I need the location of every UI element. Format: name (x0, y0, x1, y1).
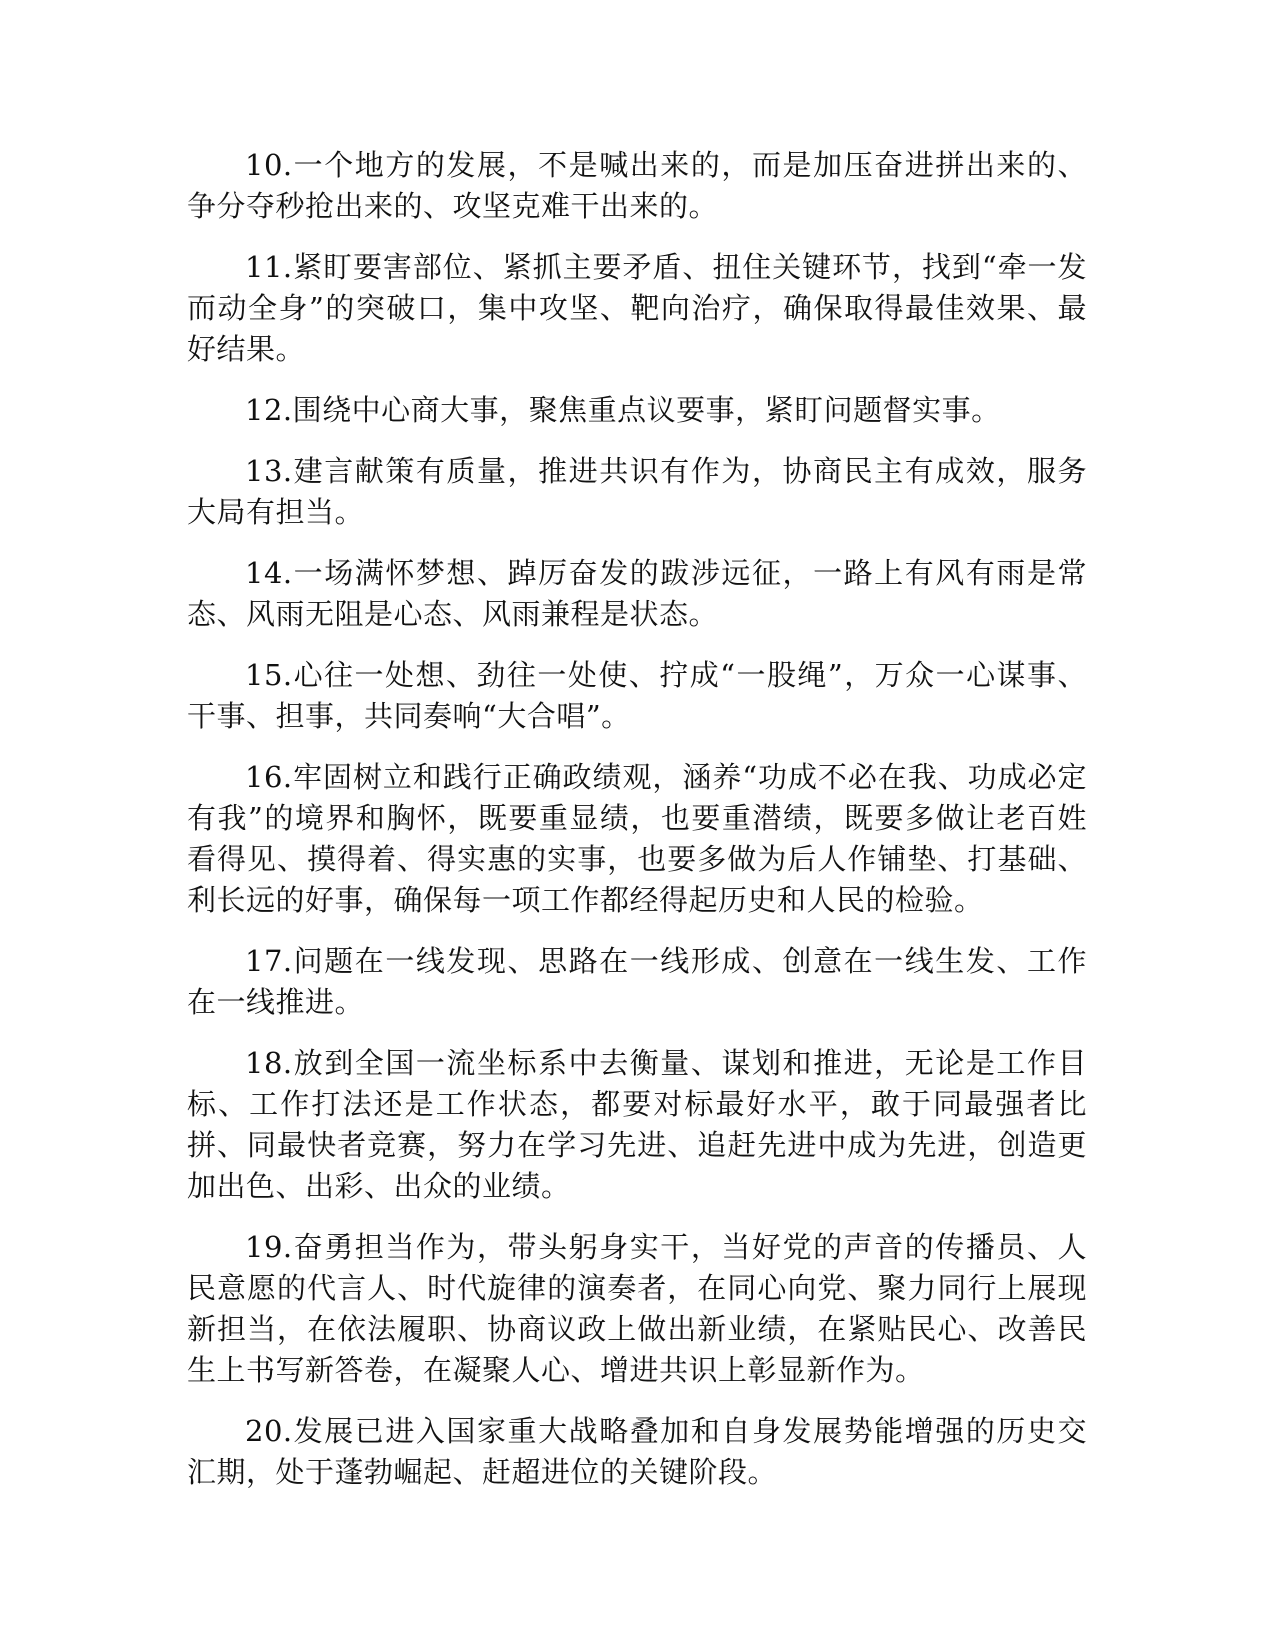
document-body (187, 145, 1087, 1513)
paragraph-10: 10.一个地方的发展，不是喊出来的，而是加压奋进拼出来的、争分夺秒抢出来的、攻坚克难干出来的。 (187, 148, 1087, 223)
paragraph-18: 18.放到全国一流坐标系中去衡量、谋划和推进，无论是工作目标、工作打法还是工作状态，都要对标最好水平，敢于同最强者比拼、同最快者竞赛，努力在学习先进、追赶先进中成为先进，创造更加出色、出彩、出众的业绩。 (187, 1046, 1087, 1203)
paragraph-17: 17.问题在一线发现、思路在一线形成、创意在一线生发、工作在一线推进。 (187, 944, 1087, 1019)
paragraph-14: 14.一场满怀梦想、踔厉奋发的跋涉远征，一路上有风有雨是常态、风雨无阻是心态、风雨兼程是状态。 (187, 556, 1087, 631)
paragraph-11: 11.紧盯要害部位、紧抓主要矛盾、扭住关键环节，找到“牵一发而动全身”的突破口，集中攻坚、靶向治疗，确保取得最佳效果、最好结果。 (187, 250, 1087, 366)
paragraph-13: 13.建言献策有质量，推进共识有作为，协商民主有成效，服务大局有担当。 (187, 454, 1087, 529)
paragraph-20: 20.发展已进入国家重大战略叠加和自身发展势能增强的历史交汇期，处于蓬勃崛起、赶超进位的关键阶段。 (187, 1414, 1087, 1489)
paragraph-16: 16.牢固树立和践行正确政绩观，涵养“功成不必在我、功成必定有我”的境界和胸怀，既要重显绩，也要重潜绩，既要多做让老百姓看得见、摸得着、得实惠的实事，也要多做为后人作铺垫、打基础、利长远的好事，确保每一项工作都经得起历史和人民的检验。 (187, 760, 1087, 917)
paragraph-15: 15.心往一处想、劲往一处使、拧成“一股绳”，万众一心谋事、干事、担事，共同奏响“大合唱”。 (187, 658, 1087, 733)
paragraph-12: 12.围绕中心商大事，聚焦重点议要事，紧盯问题督实事。 (245, 393, 1001, 427)
paragraph-19: 19.奋勇担当作为，带头躬身实干，当好党的声音的传播员、人民意愿的代言人、时代旋律的演奏者，在同心向党、聚力同行上展现新担当，在依法履职、协商议政上做出新业绩，在紧贴民心、改善民生上书写新答卷，在凝聚人心、增进共识上彰显新作为。 (187, 1230, 1087, 1387)
